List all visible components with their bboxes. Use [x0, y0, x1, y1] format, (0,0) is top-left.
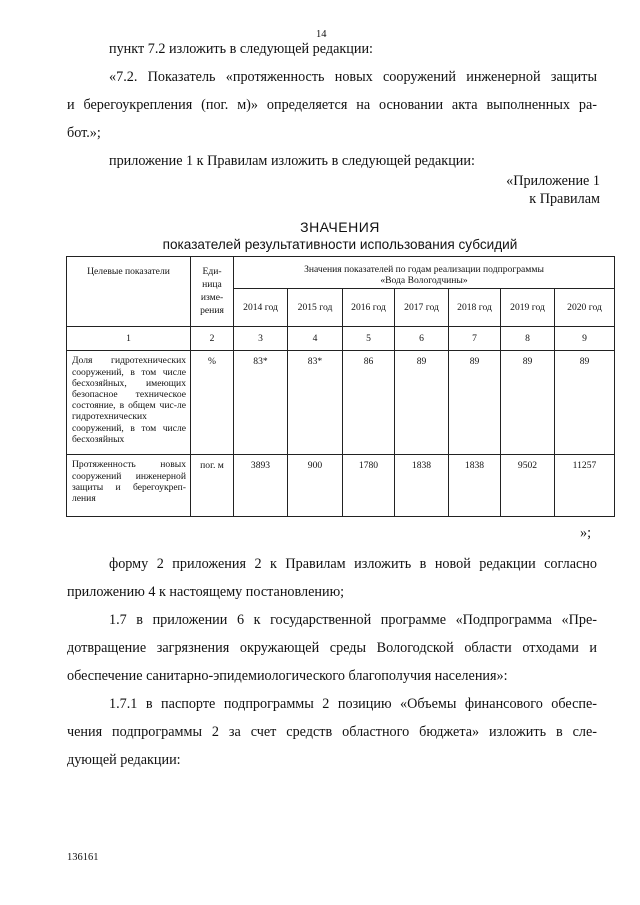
paragraph-form-2-line-1: форму 2 приложения 2 к Правилам изложить в новой редакции согласно — [109, 556, 597, 572]
year-2015: 2015 год — [288, 289, 343, 327]
value-cell: 83* — [288, 351, 343, 455]
value-cell: 3893 — [234, 455, 288, 517]
indicator-shore-protection: Протяженность новых сооружений инженерной защиты и берегоукреп-ления — [67, 455, 191, 517]
column-number: 1 — [67, 327, 191, 351]
paragraph-1-7-line-2: дотвращение загрязнения окружающей среды Вологодской области отходами и — [67, 640, 597, 656]
table-title: ЗНАЧЕНИЯ — [300, 219, 380, 235]
column-number: 8 — [501, 327, 555, 351]
header-unit: Еди-ница изме-рения — [191, 257, 234, 327]
value-cell: 11257 — [555, 455, 615, 517]
year-2019: 2019 год — [501, 289, 555, 327]
paragraph-1-7-1-line-2: чения подпрограммы 2 за счет средств областного бюджета» изложить в сле- — [67, 724, 597, 740]
annex-label-line-2: к Правилам — [529, 191, 600, 207]
paragraph-7-2-line-2: и берегоукрепления (пог. м)» определяется на основании акта выполненных ра- — [67, 97, 597, 113]
value-cell: 9502 — [501, 455, 555, 517]
column-number: 6 — [395, 327, 449, 351]
value-cell: 1838 — [395, 455, 449, 517]
year-2018: 2018 год — [449, 289, 501, 327]
year-2014: 2014 год — [234, 289, 288, 327]
value-cell: 1780 — [343, 455, 395, 517]
column-number: 7 — [449, 327, 501, 351]
table-row — [67, 351, 615, 455]
column-number: 3 — [234, 327, 288, 351]
unit-cell: % — [191, 351, 234, 455]
table-subtitle: показателей результативности использования субсидий — [162, 237, 518, 252]
column-number: 9 — [555, 327, 615, 351]
paragraph-1-7-line-3: обеспечение санитарно-эпидемиологического благополучия населения»: — [67, 668, 508, 684]
footer-document-code: 136161 — [67, 852, 99, 863]
column-number: 2 — [191, 327, 234, 351]
value-cell: 89 — [501, 351, 555, 455]
value-cell: 900 — [288, 455, 343, 517]
table-row — [67, 455, 615, 517]
value-cell: 89 — [449, 351, 501, 455]
year-2016: 2016 год — [343, 289, 395, 327]
indicator-hydro-structures: Доля гидротехнических сооружений, в том числе бесхозяйных, имеющих безопасное техническое состояние, в общем чис-ле гидротехнических сооружений, в том числе бесхозяйных — [67, 351, 191, 455]
paragraph-1-7-1-line-3: дующей редакции: — [67, 752, 181, 768]
paragraph-form-2-line-2: приложению 4 к настоящему постановлению; — [67, 584, 345, 600]
paragraph-annex-1: приложение 1 к Правилам изложить в следующей редакции: — [109, 153, 475, 169]
year-2020: 2020 год — [555, 289, 615, 327]
paragraph-1-7-line-1: 1.7 в приложении 6 к государственной программе «Подпрограмма «Пре- — [109, 612, 597, 628]
paragraph-1-7-1-line-1: 1.7.1 в паспорте подпрограммы 2 позицию «Объемы финансового обеспе- — [109, 696, 597, 712]
value-cell: 89 — [555, 351, 615, 455]
table-closing-quote: »; — [580, 525, 592, 541]
paragraph-7-2-line-3: бот.»; — [67, 125, 101, 141]
paragraph-point-7-2: пункт 7.2 изложить в следующей редакции: — [109, 41, 373, 57]
column-number: 5 — [343, 327, 395, 351]
page-number: 14 — [316, 29, 327, 40]
header-indicator: Целевые показатели — [67, 257, 191, 327]
unit-cell: пог. м — [191, 455, 234, 517]
value-cell: 1838 — [449, 455, 501, 517]
paragraph-7-2-line-1: «7.2. Показатель «протяженность новых сооружений инженерной защиты — [109, 69, 597, 85]
year-2017: 2017 год — [395, 289, 449, 327]
value-cell: 83* — [234, 351, 288, 455]
header-values: Значения показателей по годам реализации подпрограммы «Вода Вологодчины» — [234, 257, 615, 289]
value-cell: 89 — [395, 351, 449, 455]
column-number: 4 — [288, 327, 343, 351]
value-cell: 86 — [343, 351, 395, 455]
annex-label-line-1: «Приложение 1 — [506, 173, 600, 189]
indicator-values-table — [66, 256, 615, 517]
